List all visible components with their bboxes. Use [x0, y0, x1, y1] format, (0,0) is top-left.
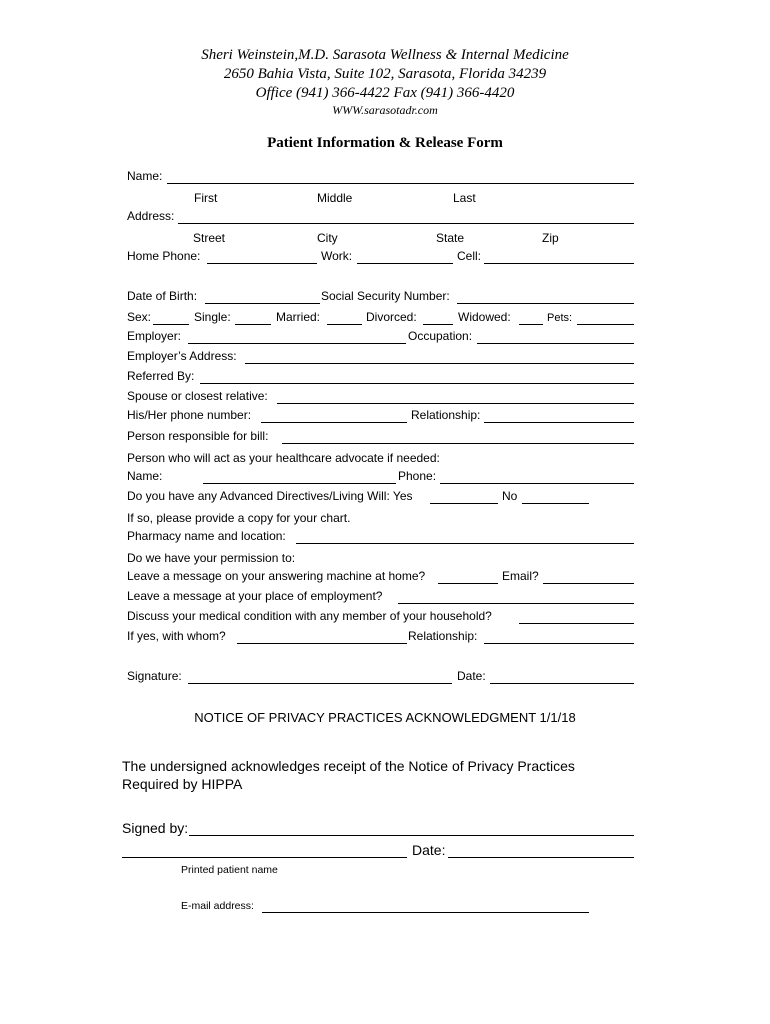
employment-message-question: Leave a message at your place of employment?: [127, 589, 383, 603]
with-whom-label: If yes, with whom?: [127, 629, 226, 643]
relationship-label: Relationship:: [411, 408, 481, 422]
state-caption: State: [436, 231, 465, 245]
acknowledgment-line1: The undersigned acknowledges receipt of the Notice of Privacy Practices: [122, 758, 575, 774]
referred-by-label: Referred By:: [127, 369, 195, 383]
email-address-label: E-mail address:: [181, 900, 254, 912]
relative-phone-label: His/Her phone number:: [127, 408, 252, 422]
widowed-label: Widowed:: [458, 310, 511, 324]
advocate-phone-label: Phone:: [398, 469, 437, 483]
cell-phone-label: Cell:: [457, 249, 482, 263]
employment-message-field[interactable]: [398, 603, 634, 604]
answering-machine-question: Leave a message on your answering machine at home?: [127, 569, 426, 583]
pharmacy-field[interactable]: [296, 543, 634, 544]
copy-note: If so, please provide a copy for your chart.: [127, 511, 351, 525]
last-caption: Last: [453, 191, 476, 205]
ssn-field[interactable]: [457, 303, 634, 304]
name-field[interactable]: [167, 183, 634, 184]
relationship2-field[interactable]: [484, 643, 634, 644]
divorced-label: Divorced:: [366, 310, 417, 324]
widowed-field[interactable]: [519, 324, 543, 325]
directives-no-label: No: [502, 489, 518, 503]
signed-by-label: Signed by:: [122, 820, 189, 836]
dob-field[interactable]: [205, 303, 320, 304]
dob-label: Date of Birth:: [127, 289, 198, 303]
signed-by-field[interactable]: [189, 835, 634, 836]
relationship-field[interactable]: [484, 422, 634, 423]
occupation-label: Occupation:: [408, 329, 473, 343]
married-label: Married:: [276, 310, 321, 324]
directives-question: Do you have any Advanced Directives/Living Will: Yes: [127, 489, 413, 503]
pharmacy-label: Pharmacy name and location:: [127, 529, 286, 543]
directives-no-field[interactable]: [522, 503, 589, 504]
single-field[interactable]: [235, 324, 271, 325]
middle-caption: Middle: [317, 191, 353, 205]
acknowledgment-line2: Required by HIPPA: [122, 776, 243, 792]
advocate-name-label: Name:: [127, 469, 163, 483]
relationship2-label: Relationship:: [408, 629, 478, 643]
form-title: Patient Information & Release Form: [267, 135, 503, 151]
email-permission-field[interactable]: [543, 583, 634, 584]
employer-address-field[interactable]: [245, 363, 634, 364]
answering-machine-field[interactable]: [438, 583, 498, 584]
household-field[interactable]: [519, 623, 634, 624]
signature-date-label: Date:: [457, 669, 486, 683]
responsible-party-label: Person responsible for bill:: [127, 429, 269, 443]
divorced-field[interactable]: [423, 324, 453, 325]
advocate-phone-field[interactable]: [440, 483, 634, 484]
permission-intro: Do we have your permission to:: [127, 551, 296, 565]
responsible-party-field[interactable]: [282, 443, 634, 444]
advocate-name-field[interactable]: [203, 483, 396, 484]
employer-label: Employer:: [127, 329, 182, 343]
privacy-notice-title: NOTICE OF PRIVACY PRACTICES ACKNOWLEDGMENT 1/1/18: [194, 710, 576, 725]
pets-field[interactable]: [577, 324, 634, 325]
single-label: Single:: [194, 310, 231, 324]
home-phone-label: Home Phone:: [127, 249, 201, 263]
directives-yes-field[interactable]: [430, 503, 498, 504]
first-caption: First: [194, 191, 218, 205]
address-label: Address:: [127, 209, 175, 223]
ssn-label: Social Security Number:: [321, 289, 450, 303]
advocate-intro: Person who will act as your healthcare advocate if needed:: [127, 451, 440, 465]
signature-label: Signature:: [127, 669, 182, 683]
practice-address: 2650 Bahia Vista, Suite 102, Sarasota, Florida 34239: [223, 66, 547, 82]
occupation-field[interactable]: [477, 343, 634, 344]
household-question: Discuss your medical condition with any member of your household?: [127, 609, 492, 623]
address-field[interactable]: [178, 223, 634, 224]
home-phone-field[interactable]: [207, 263, 317, 264]
with-whom-field[interactable]: [237, 643, 407, 644]
street-caption: Street: [193, 231, 226, 245]
cell-phone-field[interactable]: [484, 263, 634, 264]
spouse-label: Spouse or closest relative:: [127, 389, 268, 403]
married-field[interactable]: [327, 324, 362, 325]
relative-phone-field[interactable]: [261, 422, 407, 423]
name-label: Name:: [127, 169, 163, 183]
practice-website[interactable]: WWW.sarasotadr.com: [332, 103, 438, 117]
acknowledgment-date-field[interactable]: [448, 857, 634, 858]
work-phone-label: Work:: [321, 249, 353, 263]
sex-field[interactable]: [153, 324, 189, 325]
printed-name-field[interactable]: [122, 857, 407, 858]
signature-date-field[interactable]: [490, 683, 634, 684]
zip-caption: Zip: [542, 231, 559, 245]
work-phone-field[interactable]: [357, 263, 453, 264]
employer-field[interactable]: [188, 343, 406, 344]
sex-label: Sex:: [127, 310, 152, 324]
city-caption: City: [317, 231, 338, 245]
employer-address-label: Employer’s Address:: [127, 349, 237, 363]
acknowledgment-date-label: Date:: [412, 842, 446, 858]
spouse-field[interactable]: [277, 403, 634, 404]
signature-field[interactable]: [188, 683, 452, 684]
practice-phone-fax: Office (941) 366-4422 Fax (941) 366-4420: [255, 85, 515, 101]
printed-name-caption: Printed patient name: [181, 864, 278, 876]
email-permission-label: Email?: [502, 569, 539, 583]
practice-header-line1: Sheri Weinstein,M.D. Sarasota Wellness & Internal Medicine: [201, 47, 569, 63]
referred-by-field[interactable]: [200, 383, 634, 384]
email-address-field[interactable]: [262, 912, 589, 913]
pets-label: Pets:: [547, 312, 573, 324]
